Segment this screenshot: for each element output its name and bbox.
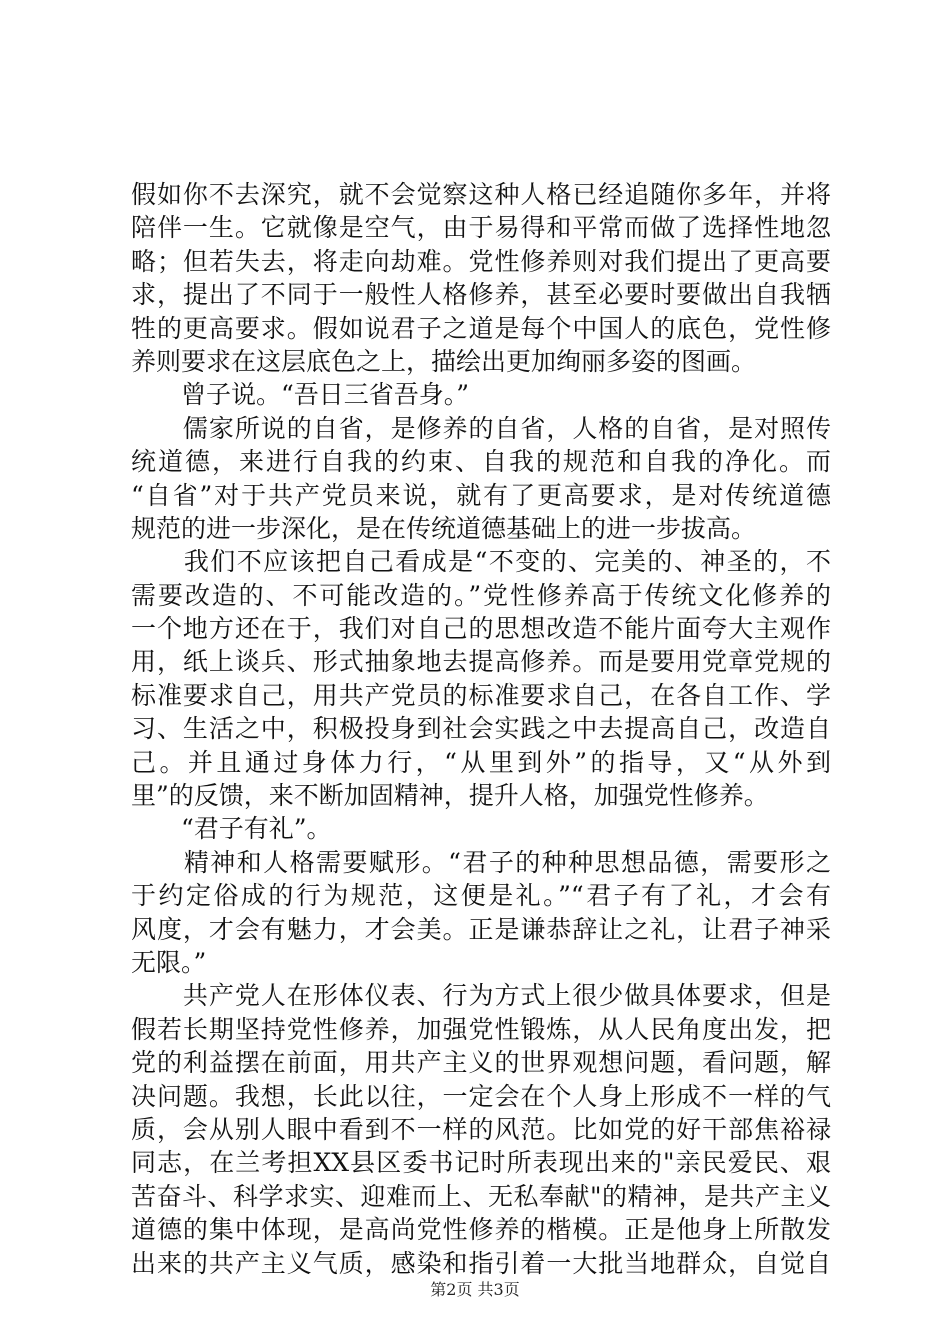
text-line: 假若长期坚持党性修养，加强党性锻炼，从人民角度出发，把	[131, 1014, 831, 1044]
text-line: 用，纸上谈兵、形式抽象地去提高修养。而是要用党章党规的	[131, 647, 831, 677]
text-line: 假如你不去深究，就不会觉察这种人格已经追随你多年，并将	[131, 180, 831, 209]
text-line: “自省”对于共产党员来说，就有了更高要求，是对传统道德	[131, 480, 831, 510]
text-line: 统道德，来进行自我的约束、自我的规范和自我的净化。而	[131, 447, 831, 477]
text-line: 一个地方还在于，我们对自己的思想改造不能片面夸大主观作	[131, 614, 831, 644]
text-line: 道德的集中体现，是高尚党性修养的楷模。正是他身上所散发	[131, 1215, 831, 1245]
text-line: 习、生活之中，积极投身到社会实践之中去提高自己，改造自	[131, 714, 831, 744]
text-line: 养则要求在这层底色之上，描绘出更加绚丽多姿的图画。	[131, 346, 757, 376]
page-number-footer: 第2页 共3页	[430, 1280, 520, 1299]
text-line: “君子有礼”。	[131, 814, 332, 844]
text-line: 需要改造的、不可能改造的。”党性修养高于传统文化修养的	[131, 580, 831, 610]
text-line: 决问题。我想，长此以往，一定会在个人身上形成不一样的气	[131, 1081, 831, 1111]
text-line: 同志，在兰考担XX县区委书记时所表现出来的"亲民爱民、艰	[131, 1148, 831, 1178]
text-line: 规范的进一步深化，是在传统道德基础上的进一步拔高。	[131, 513, 757, 543]
text-line: 里”的反馈，来不断加固精神，提升人格，加强党性修养。	[131, 781, 769, 811]
text-line: 精神和人格需要赋形。“君子的种种思想品德，需要形之	[131, 847, 831, 877]
text-line: 出来的共产主义气质，感染和指引着一大批当地群众，自觉自	[131, 1248, 831, 1278]
text-line: 己。并且通过身体力行，“从里到外”的指导，又“从外到	[131, 747, 831, 777]
text-line: 儒家所说的自省，是修养的自省，人格的自省，是对照传	[131, 413, 831, 443]
text-line: 标准要求自己，用共产党员的标准要求自己，在各自工作、学	[131, 680, 831, 710]
text-line: 共产党人在形体仪表、行为方式上很少做具体要求，但是	[131, 981, 831, 1011]
text-line: 我们不应该把自己看成是“不变的、完美的、神圣的，不	[131, 547, 831, 577]
text-line: 苦奋斗、科学求实、迎难而上、无私奉献"的精神，是共产主义	[131, 1181, 831, 1211]
text-line: 略；但若失去，将走向劫难。党性修养则对我们提出了更高要	[131, 246, 831, 276]
document-body	[131, 178, 831, 1280]
text-line: 无限。”	[131, 947, 207, 977]
text-line: 质，会从别人眼中看到不一样的风范。比如党的好干部焦裕禄	[131, 1114, 831, 1144]
text-line: 陪伴一生。它就像是空气，由于易得和平常而做了选择性地忽	[131, 213, 831, 243]
text-line: 于约定俗成的行为规范，这便是礼。”“君子有了礼，才会有	[131, 881, 831, 911]
text-line: 曾子说。“吾日三省吾身。”	[131, 380, 470, 410]
text-line: 牲的更高要求。假如说君子之道是每个中国人的底色，党性修	[131, 313, 831, 343]
text-line: 求，提出了不同于一般性人格修养，甚至必要时要做出自我牺	[131, 280, 831, 310]
text-line: 风度，才会有魅力，才会美。正是谦恭辞让之礼，让君子神采	[131, 914, 831, 944]
text-line: 党的利益摆在前面，用共产主义的世界观想问题，看问题，解	[131, 1048, 831, 1078]
